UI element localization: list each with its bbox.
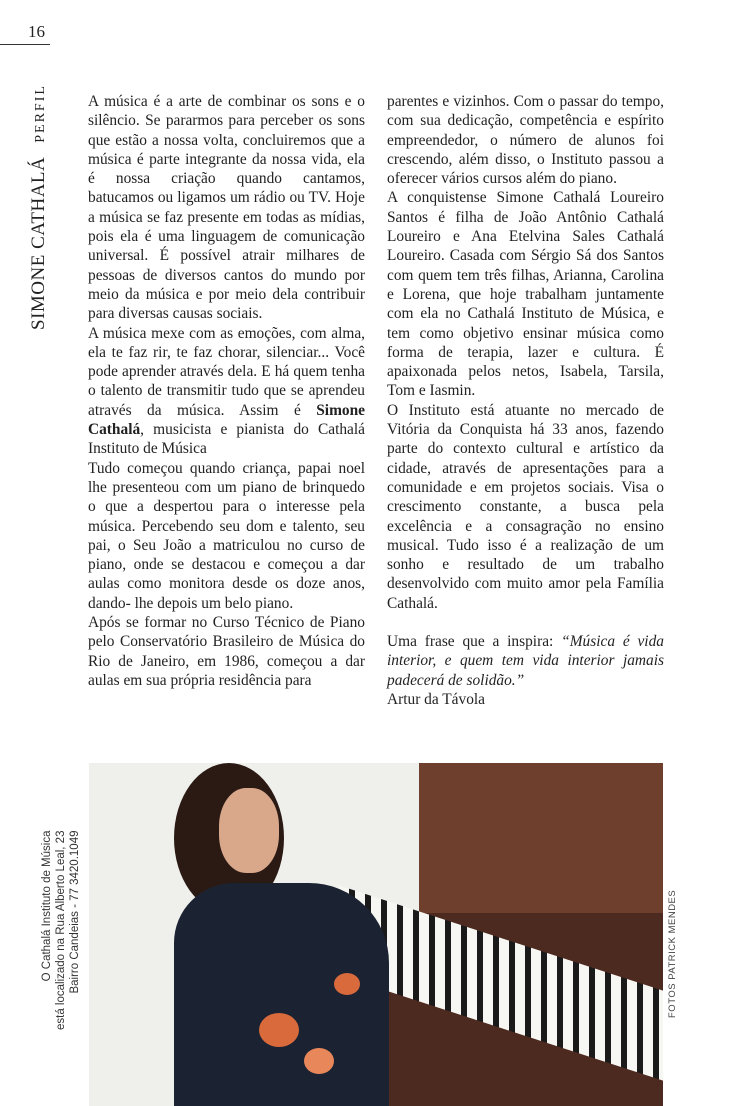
dress-flower [259, 1013, 299, 1047]
paragraph-text: , musicista e pianista do Cathalá Instituto de Música [88, 421, 365, 458]
quote-text: “Música é vida interior, e quem tem vida interior jamais padecerá de solidão.” [387, 633, 664, 689]
quote-author: Artur da Távola [387, 690, 486, 708]
section-label: PERFIL [33, 84, 48, 143]
top-rule [0, 44, 50, 45]
profile-name: SIMONE CATHALÁ [28, 156, 49, 330]
dress-flower [334, 973, 360, 995]
paragraph: A música é a arte de combinar os sons e o silêncio. Se pararmos para perceber os sons que estão a nossa volta, concluiremos que a música é parte integrante da nossa vida, ela é nossa criação quando cantamos, batucamos ou ligamos um rádio ou TV. Hoje a música se faz presente em todas as mídias, pois ela é uma linguagem de comunicação universal. É possível atrair milhares de pessoas de diversos cantos do mundo por meio da música e por meio dela contribuir para diversas causas sociais. [88, 93, 365, 323]
piano-top [419, 763, 663, 933]
quote-paragraph [387, 632, 664, 709]
caption-line: O Cathalá Instituto de Música [41, 830, 53, 982]
photo-credit: FOTOS PATRICK MENDES [667, 889, 678, 1018]
article-column-left [88, 92, 365, 690]
photo-caption [40, 831, 82, 1030]
caption-line: está localizado na Rua Alberto Leal, 23 [55, 830, 67, 1030]
paragraph: parentes e vizinhos. Com o passar do tempo, com sua dedicação, competência e espírito empreendedor, o número de alunos foi crescendo, além disso, o Instituto passou a oferecer vários cursos além do piano. [387, 93, 664, 188]
pianist-face [219, 788, 279, 873]
highlight-name: Simone Cathalá [88, 401, 365, 439]
pianist-dress [174, 883, 389, 1106]
dress-flower [304, 1048, 334, 1074]
paragraph: A conquistense Simone Cathalá Loureiro Santos é filha de João Antônio Cathalá Loureiro e Ana Etelvina Sales Cathalá Loureiro. Casada com Sérgio Sá dos Santos com quem tem três filhas, Arianna, Carolina e Lorena, que hoje trabalham juntamente com ela no Cathalá Instituto de Música, e tem como objetivo ensinar música como forma de terapia, lazer e cultura. É apaixonada pelos netos, Isabela, Tarsila, Tom e Iasmin. [387, 189, 664, 400]
side-title [28, 84, 50, 330]
photo-pianist [89, 763, 663, 1106]
paragraph: O Instituto está atuante no mercado de Vitória da Conquista há 33 anos, fazendo parte do contexto cultural e artístico da cidade, através de apresentações para a comunidade e em projetos sociais. Visa o crescimento constante, a busca pela excelência e a consagração no ensino musical. Tudo isso é a realização de um sonho e resultado de um trabalho desenvolvido com muito amor pela Família Cathalá. [387, 401, 664, 612]
article-column-right [387, 92, 664, 709]
caption-line: Bairro Candeias - 77 3420.1049 [69, 830, 81, 994]
paragraph: Tudo começou quando criança, papai noel lhe presenteou com um piano de brinquedo o que a despertou para o interesse pela música. Percebendo seu dom e talento, seu pai, o Seu João a matriculou no curso de piano, onde se destacou e começou a dar aulas como monitora desde os doze anos, dando- lhe depois um belo piano. [88, 459, 365, 612]
paragraph: Após se formar no Curso Técnico de Piano pelo Conservatório Brasileiro de Música do Rio de Janeiro, em 1986, começou a dar aulas em sua própria residência para [88, 614, 365, 689]
paragraph [88, 324, 365, 459]
page-number: 16 [28, 22, 45, 41]
paragraph-text: A música mexe com as emoções, com alma, ela te faz rir, te faz chorar, silenciar... Você pode aprender através dela. E há quem tenha o talento de transmitir tudo que se aprendeu através da música. Assim é [88, 324, 365, 419]
quote-intro: Uma frase que a inspira: [387, 633, 562, 651]
